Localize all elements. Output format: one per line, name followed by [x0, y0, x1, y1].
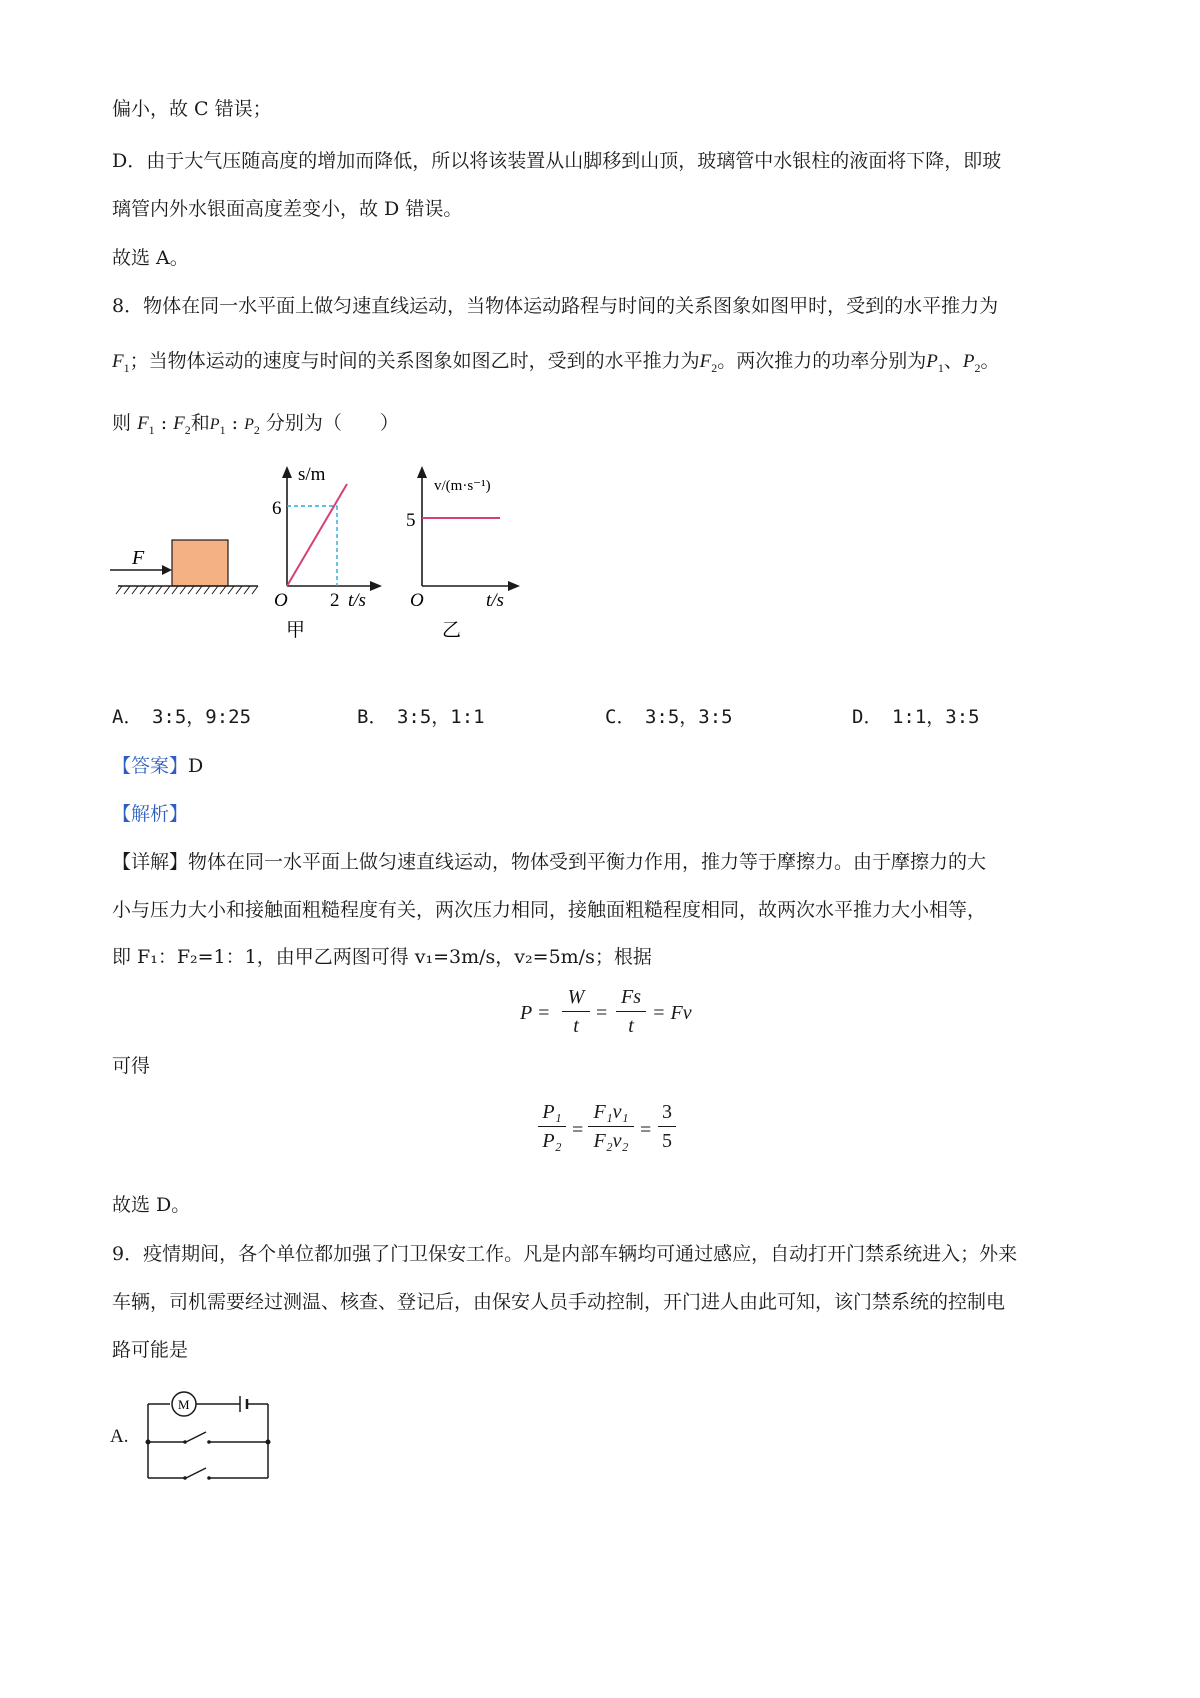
- yi-origin: O: [410, 590, 424, 611]
- text-line: 偏小，故 C 错误；: [112, 98, 272, 120]
- question-9-line-3: 路可能是: [112, 1339, 189, 1361]
- graph-yi: [406, 466, 520, 640]
- question-9-line-1: 9．疫情期间，各个单位都加强了门卫保安工作。凡是内部车辆均可通过感应，自动打开门禁系统进入；外来: [112, 1243, 1018, 1265]
- question-8-line-2: $F_1$；当物体运动的速度与时间的关系图象如图乙时，受到的水平推力为$F_2$。两次推力的功率分别为$P_1$、$P_2$。: [112, 350, 1000, 375]
- detail-line-2: 小与压力大小和接触面粗糙程度有关，两次压力相同，接触面粗糙程度相同，故两次水平推力大小相等，: [112, 899, 987, 921]
- figure-jia-yi: [100, 460, 560, 640]
- conclusion-line: 故选 D。: [112, 1194, 191, 1216]
- yi-xlabel: t/s: [486, 590, 504, 611]
- detail-line-1: 【详解】物体在同一水平面上做匀速直线运动，物体受到平衡力作用，推力等于摩擦力。由于摩擦力的大: [112, 851, 987, 873]
- jia-ylabel: s/m: [298, 464, 326, 485]
- jia-caption: 甲: [286, 620, 306, 640]
- block: [172, 540, 228, 586]
- option-c: C． 3:5，3:5: [605, 706, 733, 728]
- question-8-line-3: 则 $F_1$ : $F_2$和$P_1$ : $P_2$ 分别为（ ）: [112, 412, 399, 437]
- st-line: [287, 484, 347, 586]
- graph-jia: [272, 464, 382, 640]
- kede-line: 可得: [112, 1055, 151, 1077]
- analysis-tag: 【解析】: [112, 803, 189, 825]
- jia-y-tick: 6: [272, 498, 282, 519]
- force-label: F: [132, 547, 145, 569]
- yi-caption: 乙: [442, 620, 462, 640]
- jia-xlabel: t/s: [348, 590, 366, 611]
- jia-x-tick: 2: [330, 590, 340, 611]
- jia-origin: O: [274, 590, 288, 611]
- question-9-line-2: 车辆，司机需要经过测温、核查、登记后，由保安人员手动控制，开门进人由此可知，该门禁系统的控制电: [112, 1291, 1006, 1313]
- circuit-diagram-a: [140, 1390, 280, 1480]
- yi-ylabel: v/(m·s⁻¹): [434, 478, 491, 494]
- text-line: 故选 A。: [112, 247, 189, 269]
- option-d: D． 1:1，3:5: [852, 706, 980, 728]
- yi-y-tick: 5: [406, 510, 416, 531]
- text-line: D．由于大气压随高度的增加而降低，所以将该装置从山脚移到山顶，玻璃管中水银柱的液面将下降，即玻: [112, 150, 1002, 172]
- question-8-line-1: 8．物体在同一水平面上做匀速直线运动，当物体运动路程与时间的关系图象如图甲时，受到的水平推力为: [112, 295, 999, 317]
- answer-line: 【答案】D: [112, 755, 204, 777]
- motor-label: M: [178, 1397, 190, 1412]
- option-b: B． 3:5，1:1: [357, 706, 485, 728]
- detail-line-3: 即 F₁：F₂=1：1，由甲乙两图可得 v₁=3m/s，v₂=5m/s；根据: [112, 946, 652, 968]
- option-a-label: A.: [110, 1426, 129, 1447]
- force-diagram: [110, 540, 258, 594]
- text-line: 璃管内外水银面高度差变小，故 D 错误。: [112, 198, 463, 220]
- option-a: A． 3:5，9:25: [112, 706, 252, 728]
